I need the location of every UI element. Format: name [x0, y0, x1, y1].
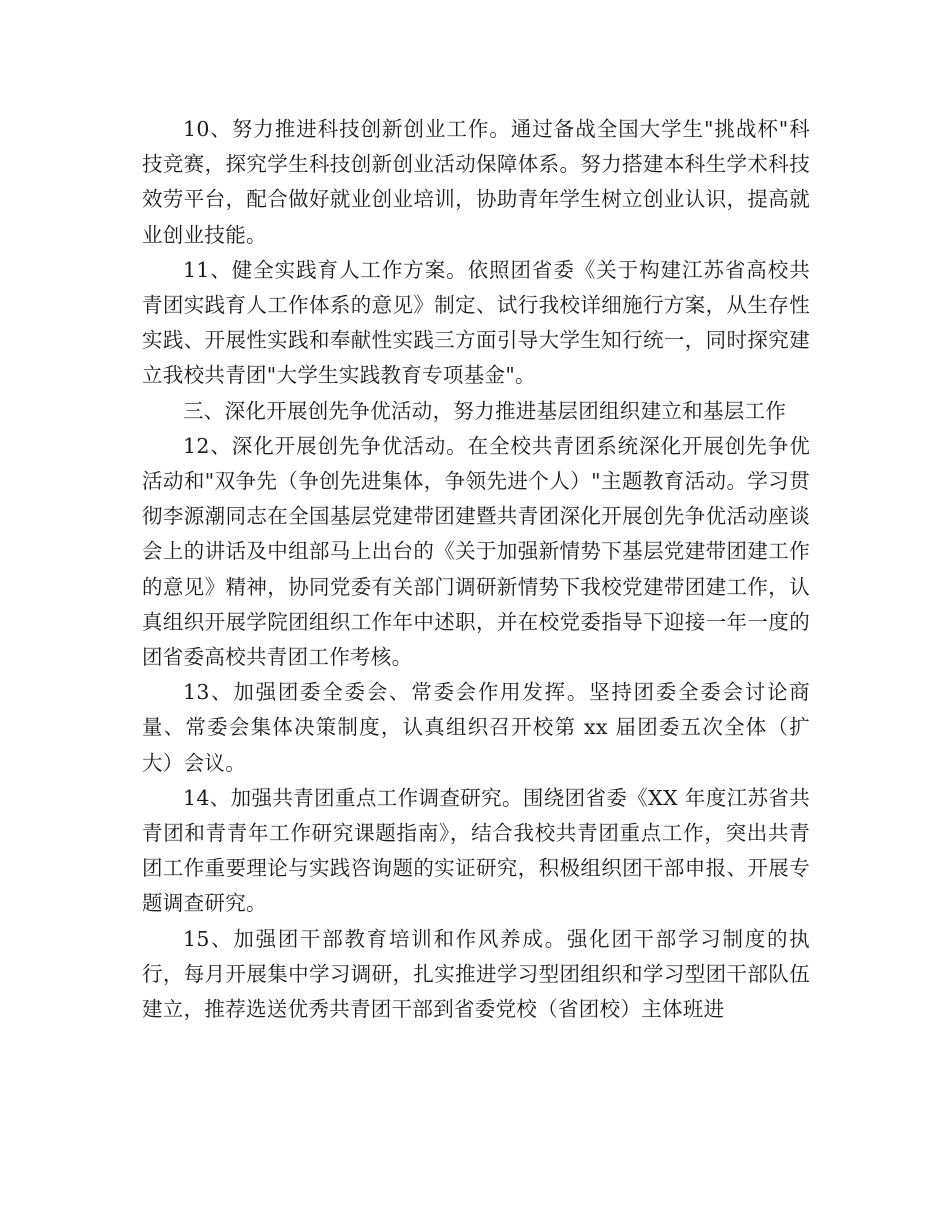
- paragraph-item-10: 10、努力推进科技创新创业工作。通过备战全国大学生"挑战杯"科技竞赛，探究学生科技创新创业活动保障体系。努力搭建本科生学术科技效劳平台，配合做好就业创业培训，协助青年学生树立创业认识，提高就业创业技能。: [142, 117, 810, 247]
- paragraph-item-11: 11、健全实践育人工作方案。依照团省委《关于构建江苏省高校共青团实践育人工作体系的意见》制定、试行我校详细施行方案，从生存性实践、开展性实践和奉献性实践三方面引导大学生知行统一，同时探究建立我校共青团"大学生实践教育专项基金"。: [142, 257, 810, 388]
- paragraph-item-12: 12、深化开展创先争优活动。在全校共青团系统深化开展创先争优活动和"双争先（争创先进集体，争领先进个人）"主题教育活动。学习贯彻李源潮同志在全国基层党建带团建暨共青团深化开展创先争优活动座谈会上的讲话及中组部马上出台的《关于加强新情势下基层党建带团建工作的意见》精神，协同党委有关部门调研新情势下我校党建带团建工作，认真组织开展学院团组织工作年中述职，并在校党委指导下迎接一年一度的团省委高校共青团工作考核。: [142, 433, 810, 670]
- paragraph-item-15: 15、加强团干部教育培训和作风养成。强化团干部学习制度的执行，每月开展集中学习调研，扎实推进学习型团组织和学习型团干部队伍建立，推荐选送优秀共青团干部到省委党校（省团校）主体班进: [142, 926, 810, 1022]
- paragraph-item-13: 13、加强团委全委会、常委会作用发挥。坚持团委全委会讨论商量、常委会集体决策制度，认真组织召开校第 xx 届团委五次全体（扩大）会议。: [142, 680, 810, 775]
- document-page: [142, 112, 810, 1027]
- paragraph-item-14: 14、加强共青团重点工作调查研究。围绕团省委《XX 年度江苏省共青团和青青年工作研究课题指南》，结合我校共青团重点工作，突出共青团工作重要理论与实践咨询题的实证研究，积极组织团干部申报、开展专题调查研究。: [142, 785, 810, 916]
- section-heading-3: 三、深化开展创先争优活动，努力推进基层团组织建立和基层工作: [183, 398, 787, 423]
